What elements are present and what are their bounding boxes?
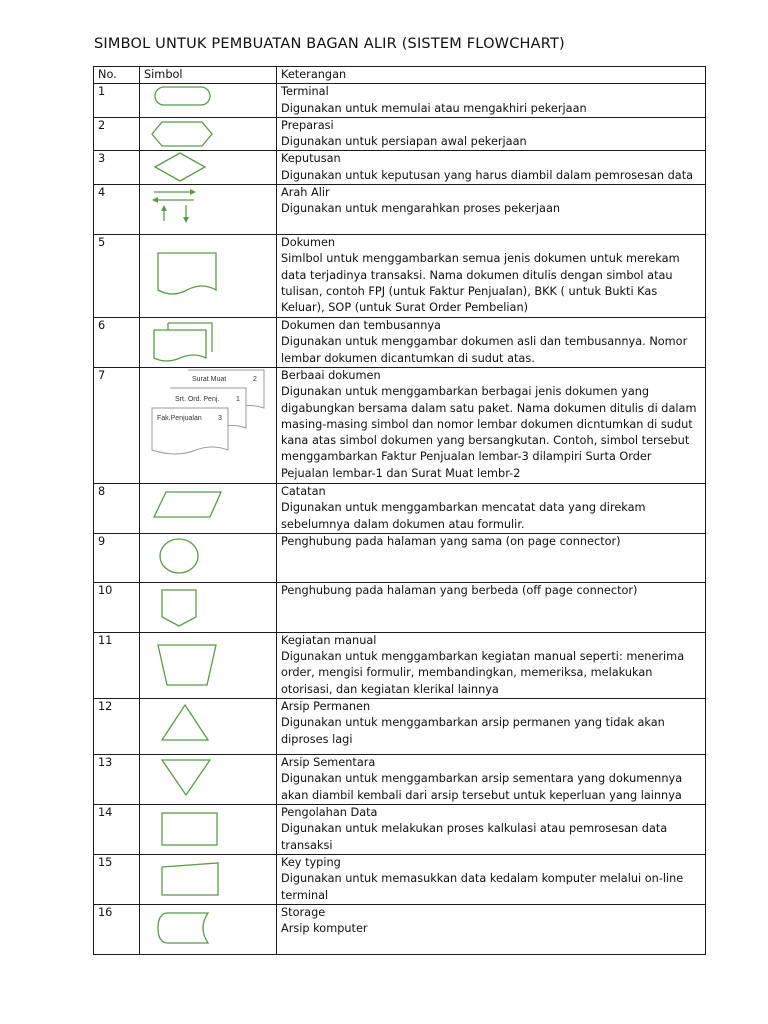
symbol-description: Digunakan untuk melakukan proses kalkulasi atau pemrosesan data transaksi [281, 822, 668, 852]
row-number: 10 [94, 582, 140, 632]
manual-operation-icon [140, 633, 277, 699]
terminal-icon [140, 84, 277, 117]
symbol-cell [140, 367, 277, 483]
table-row [94, 533, 706, 582]
symbol-cell [140, 699, 277, 755]
record-icon [140, 484, 277, 533]
stack-doc-label: Srt. Ord. Penj. [175, 395, 220, 403]
table-row [94, 582, 706, 632]
table-row [94, 117, 706, 151]
table-row [94, 904, 706, 954]
symbol-table [93, 66, 706, 955]
description-cell [277, 151, 706, 185]
header-desc: Keterangan [277, 67, 706, 84]
symbol-description: Digunakan untuk keputusan yang harus diambil dalam pemrosesan data [281, 168, 694, 182]
page-title: SIMBOL UNTUK PEMBUATAN BAGAN ALIR (SISTEM FLOWCHART) [94, 36, 565, 52]
table-row [94, 235, 706, 318]
symbol-description: Simlbol untuk menggambarkan semua jenis dokumen untuk merekam data terjadinya transaksi. Nama dokumen ditulis dengan simbol atau tulisan, contoh FPJ (untuk Faktur Penjualan), BKK ( untuk Bukti Kas Keluar), SOP (untuk Surat Order Pembelian) [281, 252, 680, 315]
table-row [94, 185, 706, 235]
row-number: 5 [94, 235, 140, 318]
row-number: 13 [94, 755, 140, 805]
document-copy-icon [140, 318, 277, 366]
symbol-description: Digunakan untuk menggambarkan mencatat data yang direkam sebelumnya dalam dokumen atau formulir. [281, 501, 646, 531]
symbol-cell [140, 755, 277, 805]
symbol-cell [140, 854, 277, 904]
symbol-cell [140, 533, 277, 582]
symbol-name: Pengolahan Data [281, 805, 378, 819]
description-cell [277, 235, 706, 318]
symbol-name: Arsip Sementara [281, 756, 376, 770]
symbol-description: Digunakan untuk mengarahkan proses pekerjaan [281, 202, 561, 216]
row-number: 14 [94, 804, 140, 854]
description-cell [277, 904, 706, 954]
row-number: 4 [94, 185, 140, 235]
row-number: 11 [94, 632, 140, 698]
permanent-file-icon [140, 699, 277, 755]
stack-doc-number: 2 [253, 375, 257, 383]
row-number: 6 [94, 318, 140, 368]
stack-doc-number: 3 [218, 414, 222, 422]
symbol-cell [140, 804, 277, 854]
row-number: 16 [94, 904, 140, 954]
preparation-icon [140, 118, 277, 151]
row-number: 12 [94, 699, 140, 755]
manual-input-icon [140, 855, 277, 904]
description-cell [277, 582, 706, 632]
temporary-file-icon [140, 755, 277, 804]
row-number: 15 [94, 854, 140, 904]
symbol-name: Arsip Permanen [281, 700, 371, 714]
stack-doc-label: Surat Muat [192, 375, 227, 383]
symbol-description: Digunakan untuk menggambar dokumen asli dan tembusannya. Nomor lembar dokumen dicantumkan di sudut atas. [281, 335, 688, 365]
symbol-cell [140, 185, 277, 235]
description-cell [277, 699, 706, 755]
symbol-description: Digunakan untuk persiapan awal pekerjaan [281, 135, 527, 149]
symbol-name: Arah Alir [281, 186, 330, 200]
symbol-cell [140, 904, 277, 954]
description-cell [277, 854, 706, 904]
description-cell [277, 755, 706, 805]
symbol-cell [140, 84, 277, 118]
multi-document-icon [140, 368, 277, 484]
symbol-cell [140, 483, 277, 533]
table-row [94, 483, 706, 533]
row-number: 9 [94, 533, 140, 582]
symbol-name: Dokumen dan tembusannya [281, 319, 441, 333]
stack-doc-number: 1 [236, 395, 240, 403]
storage-icon [140, 905, 277, 955]
row-number: 7 [94, 367, 140, 483]
symbol-name: Dokumen [281, 236, 336, 250]
description-cell [277, 84, 706, 118]
table-row [94, 318, 706, 368]
symbol-cell [140, 235, 277, 318]
off-page-connector-icon [140, 583, 277, 633]
symbol-name: Kegiatan manual [281, 633, 377, 647]
table-row [94, 804, 706, 854]
symbol-name: Terminal [281, 85, 329, 99]
table-row [94, 632, 706, 698]
table-row [94, 151, 706, 185]
symbol-description: Penghubung pada halaman yang berbeda (off page connector) [281, 583, 638, 597]
table-row [94, 699, 706, 755]
description-cell [277, 804, 706, 854]
row-number: 2 [94, 117, 140, 151]
symbol-description: Digunakan untuk menggambarkan berbagai jenis dokumen yang digabungkan bersama dalam satu paket. Nama dokumen ditulis di dalam masing-masing simbol dan nomor lembar dokumen dicntumkan di sudut kana atas simbol dokumen yang bersangkutan. Contoh, simbol tersebut menggambarkan Faktur Penjualan lembar-3 dilampiri Surta Order Pejualan lembar-1 dan Surat Muat lembr-2 [281, 385, 697, 480]
symbol-name: Berbaai dokumen [281, 368, 381, 382]
description-cell [277, 533, 706, 582]
row-number: 8 [94, 483, 140, 533]
description-cell [277, 367, 706, 483]
description-cell [277, 117, 706, 151]
symbol-name: Preparasi [281, 118, 334, 132]
symbol-cell [140, 318, 277, 368]
description-cell [277, 632, 706, 698]
description-cell [277, 318, 706, 368]
symbol-description: Penghubung pada halaman yang sama (on page connector) [281, 534, 621, 548]
symbol-description: Digunakan untuk menggambarkan arsip permanen yang tidak akan diproses lagi [281, 716, 665, 746]
table-row [94, 755, 706, 805]
document-icon [140, 235, 277, 318]
symbol-name: Key typing [281, 855, 341, 869]
symbol-description: Digunakan untuk memasukkan data kedalam komputer melalui on-line terminal [281, 872, 684, 902]
symbol-cell [140, 151, 277, 185]
on-page-connector-icon [140, 534, 277, 583]
header-symbol: Simbol [140, 67, 277, 84]
table-header-row [94, 67, 706, 84]
symbol-cell [140, 117, 277, 151]
symbol-name: Storage [281, 905, 326, 919]
table-row [94, 367, 706, 483]
flow-arrows-icon [140, 185, 277, 235]
description-cell [277, 483, 706, 533]
symbol-name: Catatan [281, 484, 326, 498]
process-icon [140, 805, 277, 855]
decision-icon [140, 151, 277, 184]
symbol-description: Arsip komputer [281, 922, 368, 936]
stack-doc-label: Fak.Penjualan [157, 414, 202, 422]
header-no: No. [94, 67, 140, 84]
symbol-description: Digunakan untuk menggambarkan arsip sementara yang dokumennya akan diambil kembali dari arsip tersebut untuk keperluan yang lainnya [281, 772, 683, 802]
table-row [94, 854, 706, 904]
symbol-name: Keputusan [281, 152, 341, 166]
symbol-description: Digunakan untuk memulai atau mengakhiri pekerjaan [281, 101, 587, 115]
row-number: 1 [94, 84, 140, 118]
row-number: 3 [94, 151, 140, 185]
symbol-description: Digunakan untuk menggambarkan kegiatan manual seperti: menerima order, mengisi formulir, membandingkan, memeriksa, melakukan otorisasi, dan kegiatan klerikal lainnya [281, 650, 685, 696]
description-cell [277, 185, 706, 235]
symbol-cell [140, 582, 277, 632]
table-row [94, 84, 706, 118]
symbol-cell [140, 632, 277, 698]
